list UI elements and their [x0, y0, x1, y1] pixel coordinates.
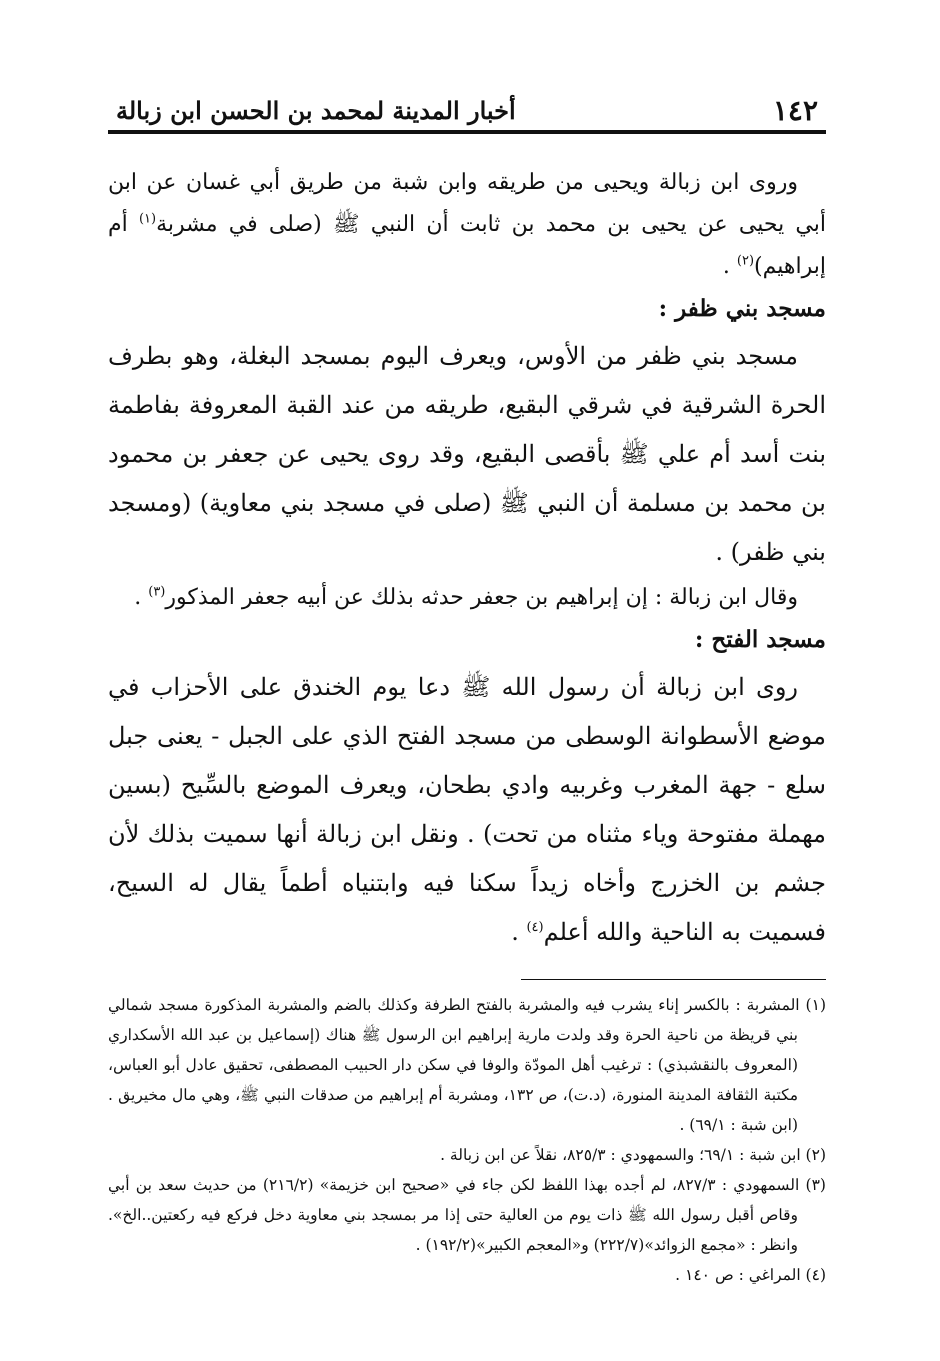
paragraph-1-end: . — [722, 254, 737, 279]
footnote-ref-4: (٤) — [526, 920, 544, 935]
section-heading-al-fath: مسجد الفتح : — [694, 626, 826, 653]
paragraph-1-text-b: أم إبراهيم) — [108, 212, 826, 279]
footnote-4: (٤) المراغي : ص ١٤٠ . — [675, 1266, 826, 1284]
footnotes — [108, 990, 826, 1290]
paragraph-5-text: ونقل ابن زبالة أنها سميت بذلك لأن جشم بن الخزرج وأخاه زيداً سكنا فيه وابتنياه أطماً يقال له السيح، فسميت به الناحية والله أعلم — [108, 820, 826, 946]
footnote-ref-3: (٣) — [148, 584, 166, 600]
paragraph-3-text: وقال ابن زبالة : إن إبراهيم بن جعفر حدثه بذلك عن أبيه جعفر المذكور — [165, 585, 798, 610]
page-number: ١٤٢ — [772, 94, 818, 127]
paragraph-3-end: . — [134, 585, 149, 610]
footnote-ref-2: (٢) — [736, 253, 755, 269]
paragraph-3 — [108, 577, 826, 619]
paragraph-4-text: روى ابن زبالة أن رسول الله ﷺ دعا يوم الخندق على الأحزاب في موضع الأسطوانة الوسطى من مسجد الفتح الذي على الجبل - يعنى جبل سلع - جهة المغرب وغربيه وادي بطحان، ويعرف الموضع بالسِّيح (بسين مهملة مفتوحة وياء مثناه من تحت) . — [108, 673, 827, 848]
paragraph-1 — [108, 162, 826, 288]
footnote-separator — [521, 979, 826, 980]
paragraph-4 — [108, 663, 826, 957]
footnote-1: (١) المشربة : بالكسر إناء يشرب فيه والمشربة بالفتح الطرفة وكذلك بالضم والمشربة المذكورة مسجد شمالي بني قريظة من ناحية الحرة وقد ولدت مارية إبراهيم ابن الرسول ﷺ هناك (إسماعيل بن عبد الله الأسكداري (المعروف بالنقشبذي) : ترغيب أهل المودّة والوفا في سكن دار الحبيب المصطفى، تحقيق عادل أبو العباس، مكتبة الثقافة المدينة المنورة، (د.ت)، ص ١٣٢، ومشربة أم إبراهيم من صدقات النبي ﷺ، وهي مال مخيريق . (ابن شبة : ٦٩/١) . — [108, 996, 826, 1134]
footnote-3: (٣) السمهودي : ٨٢٧/٣، لم أجده بهذا اللفظ لكن جاء في «صحيح ابن خزيمة» (٢١٦/٢) من حديث سعد بن أبي وقاص أقبل رسول الله ﷺ ذات يوم من العالية حتى إذا مر بمسجد بني معاوية دخل فركع فيه ركعتين..الخ». وانظر : «مجمع الزوائد»(٢٢٢/٧) و«المعجم الكبير»(١٩٢/٢) . — [108, 1176, 826, 1254]
footnote-ref-1: (١) — [138, 211, 157, 227]
main-text — [108, 162, 826, 957]
section-heading-bani-zafar: مسجد بني ظفر : — [658, 295, 826, 322]
paragraph-1-text: وروى ابن زبالة ويحيى من طريقه وابن شبة من طريق أبي غسان عن ابن أبي يحيى عن يحيى بن محمد بن ثابت أن النبي ﷺ (صلى في مشربة — [108, 170, 826, 237]
paragraph-2: مسجد بني ظفر من الأوس، ويعرف اليوم بمسجد البغلة، وهو بطرف الحرة الشرقية في شرقي البقيع، طريقه من عند القبة المعروفة بفاطمة بنت أسد أم علي ﷺ بأقصى البقيع، وقد روى يحيى عن جعفر بن محمود بن محمد بن مسلمة أن النبي ﷺ (صلى في مسجد بني معاوية) (ومسجد بني ظفر) . — [108, 342, 826, 566]
running-header — [108, 86, 826, 134]
running-title: أخبار المدينة لمحمد بن الحسن ابن زبالة — [116, 96, 516, 125]
paragraph-5-end: . — [511, 918, 527, 946]
footnote-2: (٢) ابن شبة : ٦٩/١؛ والسمهودي : ٨٢٥/٣، نقلاً عن ابن زبالة . — [440, 1146, 826, 1164]
book-page — [108, 86, 826, 1306]
